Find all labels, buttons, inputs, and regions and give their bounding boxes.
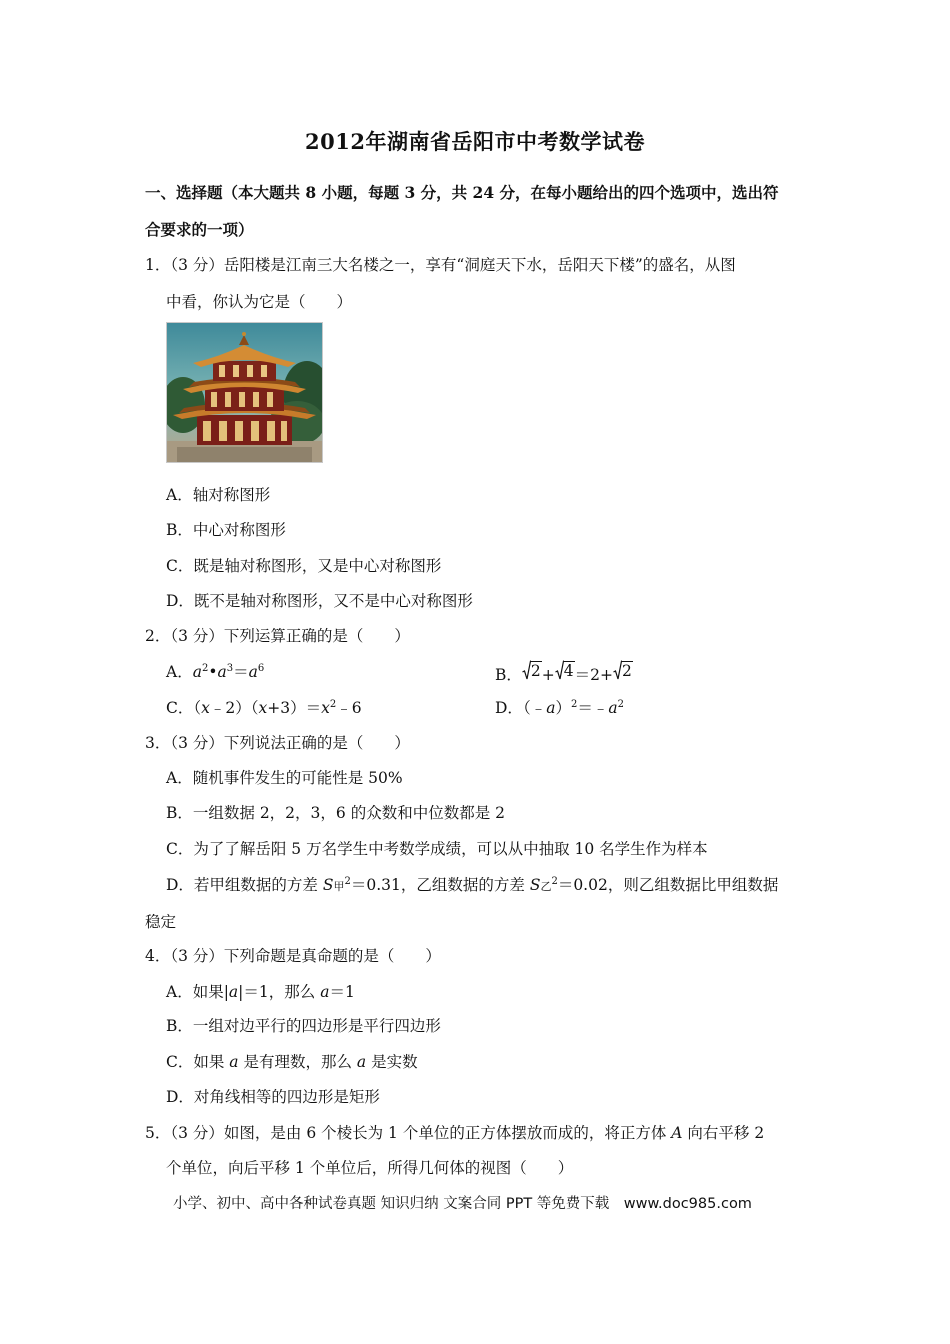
q4-a-part1: A．如果|	[166, 983, 229, 1001]
q2-a-label: A．	[166, 663, 193, 681]
q5-stem-part1: 5．（3 分）如图，是由 6 个棱长为 1 个单位的正方体摆放而成的，将正方体	[145, 1124, 672, 1142]
q2-a-exp3: 6	[257, 663, 265, 674]
q2-c-part4: ﹣6	[336, 699, 362, 717]
page-title: 2012年湖南省岳阳市中考数学试卷	[305, 129, 645, 154]
q2-stem: 2．（3 分）下列运算正确的是（ ）	[145, 627, 410, 645]
q2-d-label: D．	[495, 699, 523, 717]
q2-c-x1: x	[201, 699, 210, 717]
q2-option-b	[495, 660, 633, 685]
q4-c-part1: C．如果	[166, 1053, 230, 1071]
q2-d-part2: ）	[555, 699, 571, 717]
q4-option-b: B．一组对边平行的四边形是平行四边形	[166, 1017, 441, 1035]
q2-c-x2: x	[258, 699, 268, 717]
q2-d-a2: a	[608, 699, 618, 717]
q4-c-part3: 是实数	[366, 1053, 418, 1071]
q2-c-part3: +3）＝	[267, 699, 322, 717]
q2-b-radicand3: 2	[622, 662, 632, 680]
q4-option-c	[166, 1052, 418, 1072]
q4-a-var2: a	[320, 983, 330, 1001]
section-heading-line2: 合要求的一项）	[145, 220, 254, 239]
q3-d-exp2: 2	[551, 876, 558, 887]
q2-b-plus: +	[541, 666, 555, 684]
sqrt-symbol	[555, 660, 575, 680]
q2-a-base1: a	[192, 663, 202, 681]
q4-c-var2: a	[356, 1053, 367, 1071]
q5-stem-part2: 向右平移 2	[682, 1124, 765, 1142]
q2-d-part1: （﹣	[522, 699, 547, 717]
q5-stem-line1	[145, 1123, 764, 1143]
q3-d-sub1: 甲	[333, 880, 345, 893]
q3-d-s2: S	[529, 876, 541, 894]
q2-d-exp2: 2	[617, 699, 624, 710]
q4-stem: 4．（3 分）下列命题是真命题的是（ ）	[145, 947, 441, 965]
q1-stem-line2: 中看，你认为它是（ ）	[166, 293, 353, 311]
q2-a-exp2: 3	[226, 663, 234, 674]
page-footer: 小学、初中、高中各种试卷真题 知识归纳 文案合同 PPT 等免费下载 www.doc985.com	[173, 1196, 752, 1212]
q2-a-base2: a	[217, 663, 227, 681]
q3-d-end: ＝0.02，则乙组数据比甲组数据	[557, 876, 779, 894]
q5-stem-var: A	[671, 1124, 683, 1142]
q3-option-d	[166, 875, 778, 897]
q1-option-d: D．既不是轴对称图形，又不是中心对称图形	[166, 592, 473, 610]
section-heading-line1: 一、选择题（本大题共 8 小题，每题 3 分，共 24 分，在每小题给出的四个选项中，选出符	[145, 183, 779, 202]
yueyang-tower-image	[166, 322, 323, 463]
q3-option-a: A．随机事件发生的可能性是 50%	[166, 769, 403, 787]
q3-d-sub2: 乙	[540, 880, 552, 893]
q2-b-label: B．	[495, 666, 522, 684]
q4-c-var1: a	[229, 1053, 239, 1071]
q4-option-d: D．对角线相等的四边形是矩形	[166, 1088, 380, 1106]
q2-d-a1: a	[546, 699, 556, 717]
q3-option-b: B．一组数据 2，2，3，6 的众数和中位数都是 2	[166, 804, 505, 822]
q2-b-mid: ＝2+	[574, 666, 613, 684]
q4-a-var1: a	[228, 983, 239, 1001]
q3-d-exp1: 2	[344, 876, 351, 887]
q2-a-exp1: 2	[201, 663, 209, 674]
q3-option-c: C．为了了解岳阳 5 万名学生中考数学成绩，可以从中抽取 10 名学生作为样本	[166, 840, 708, 858]
q4-a-part2: |＝1，那么	[238, 983, 321, 1001]
sqrt-symbol	[522, 660, 542, 680]
q5-stem-line2: 个单位，向后平移 1 个单位后，所得几何体的视图（ ）	[166, 1159, 574, 1177]
q2-b-radicand1: 2	[530, 662, 541, 680]
q1-option-b: B．中心对称图形	[166, 521, 286, 539]
q1-stem-line1: 1．（3 分）岳阳楼是江南三大名楼之一，享有“洞庭天下水，岳阳天下楼”的盛名，从图	[145, 256, 736, 274]
q2-c-label: C．	[166, 699, 194, 717]
q3-stem: 3．（3 分）下列说法正确的是（ ）	[145, 734, 410, 752]
q3-option-d-line2: 稳定	[145, 913, 177, 931]
q1-option-a: A．轴对称图形	[166, 486, 271, 504]
q3-d-mid: ＝0.31，乙组数据的方差	[350, 876, 530, 894]
q2-c-x3: x	[321, 699, 330, 717]
q3-d-s1: S	[322, 876, 334, 894]
sqrt-symbol	[613, 660, 633, 680]
q2-b-radicand2: 4	[563, 662, 574, 680]
q2-c-exp: 2	[329, 699, 337, 710]
q2-d-part3: ＝﹣	[577, 699, 609, 717]
q1-option-c: C．既是轴对称图形，又是中心对称图形	[166, 557, 442, 575]
q2-a-eq: ＝	[233, 663, 249, 681]
q2-a-base3: a	[248, 663, 258, 681]
q2-option-d	[495, 698, 624, 718]
q4-option-a	[166, 982, 355, 1002]
q3-d-label: D．若甲组数据的方差	[166, 876, 323, 894]
q2-c-part2: ﹣2）（	[209, 699, 259, 717]
q4-a-part3: ＝1	[329, 983, 355, 1001]
q2-c-part1: （	[193, 699, 202, 717]
q2-d-exp1: 2	[570, 699, 578, 710]
q4-c-part2: 是有理数，那么	[238, 1053, 357, 1071]
q2-a-dot: •	[208, 663, 218, 681]
q2-option-c	[166, 698, 362, 718]
q2-option-a	[166, 662, 264, 682]
